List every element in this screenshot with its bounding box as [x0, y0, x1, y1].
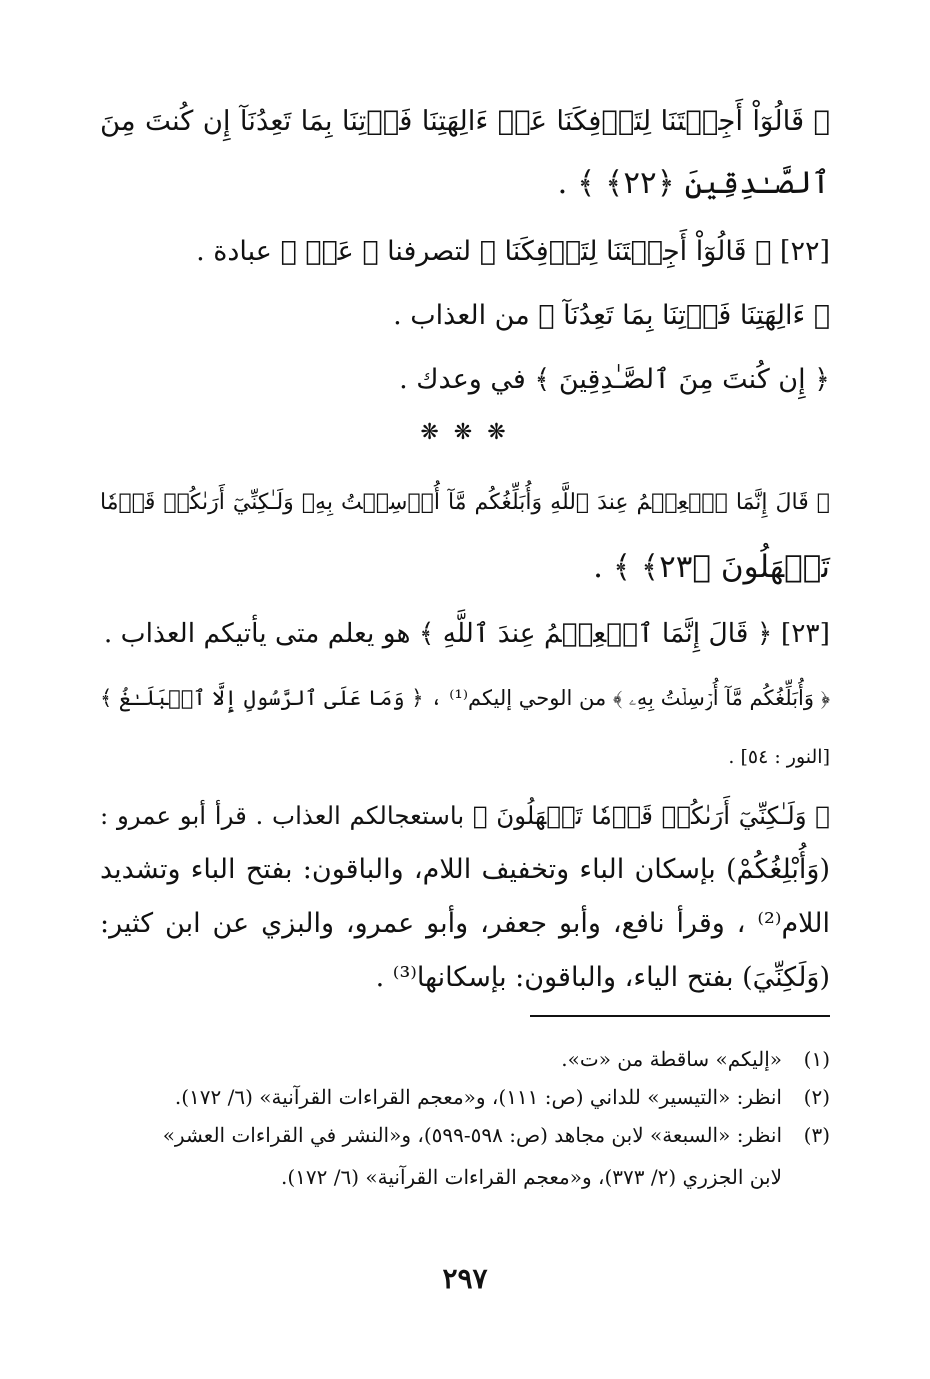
footnote-text: انظر: «التيسير» للداني (ص: ١١١)، و«معجم القراءات القرآنية» (٦/ ١٧٢).	[174, 1085, 782, 1109]
footnote-divider	[530, 1015, 830, 1017]
commentary-22-line-1: [٢٢] ﴿ قَالُوٓاْ أَجِئۡتَنَا لِتَأۡفِكَنَا ﴾ لتصرفنا ﴿ عَنۡ ﴾ عبادة .	[196, 236, 830, 267]
commentary-23-surah-reference: [النور : ٥٤] .	[728, 746, 830, 768]
footnote-number: (٣)	[803, 1123, 830, 1147]
commentary-23-line-5: (وَأُبْلِغُكُمْ) بإسكان الباء وتخفيف اللام، والباقون: بفتح الباء وتشديد	[100, 854, 830, 885]
footnote-text: انظر: «السبعة» لابن مجاهد (ص: ٥٩٨-٥٩٩)، و«النشر في القراءات العشر»	[162, 1123, 782, 1147]
commentary-22-line-3: ﴿ إِن كُنتَ مِنَ ٱلصَّـٰدِقِينَ ﴾ في وعدك .	[399, 364, 830, 395]
footnote-2	[175, 1080, 830, 1114]
commentary-23-line-1: [٢٣] ﴿ قَالَ إِنَّمَا ٱلۡعِلۡمُ عِندَ ٱللَّهِ ﴾ هو يعلم متى يأتيكم العذاب .	[103, 618, 830, 649]
footnote-1	[561, 1042, 830, 1076]
footnote-3	[163, 1118, 830, 1152]
commentary-23-line-6: اللام⁽²⁾ ، وقرأ نافع، وأبو جعفر، وأبو عمرو، والبزي عن ابن كثير:	[100, 908, 830, 939]
commentary-23-line-4: ﴿ وَلَـٰكِنِّيٓ أَرَىٰكُمۡ قَوۡمٗا تَجۡهَلُونَ ﴾ باستعجالكم العذاب . قرأ أبو عمرو :	[100, 801, 830, 830]
footnote-text: لابن الجزري (٢/ ٣٧٣)، و«معجم القراءات القرآنية» (٦/ ١٧٢).	[280, 1165, 782, 1189]
footnote-number: (٢)	[803, 1085, 830, 1109]
verse-22-line-2: ٱلصَّـٰدِقِينَ ﴿٢٢﴾ ﴾ .	[557, 165, 830, 201]
commentary-23-line-7: (وَلَكِنِّيَ) بفتح الياء، والباقون: بإسكانها⁽³⁾ .	[375, 962, 830, 993]
page-number: ٢٩٧	[442, 1262, 488, 1295]
commentary-23-line-2: ﴿ وَأُبَلِّغُكُم مَّآ أُرۡسِلۡتُ بِهِۦ ﴾ من الوحي إليكم⁽¹⁾ ، ﴿ وَمَا عَلَى ٱلرَّسُولِ إِلَّا ٱلۡبَلَـٰغُ ﴾	[99, 686, 830, 710]
footnote-text: «إليكم» ساقطة من «ت».	[561, 1047, 782, 1071]
footnote-number: (١)	[803, 1047, 830, 1071]
verse-22-line-1: ﴿ قَالُوٓاْ أَجِئۡتَنَا لِتَأۡفِكَنَا عَنۡ ءَالِهَتِنَا فَأۡتِنَا بِمَا تَعِدُنَآ إِن كُنتَ مِنَ	[100, 105, 830, 137]
section-separator: ❋ ❋ ❋	[420, 420, 510, 445]
verse-23-line-2: تَجۡهَلُونَ ﴿٢٣﴾ ﴾ .	[593, 549, 830, 585]
commentary-22-line-2: ﴿ ءَالِهَتِنَا فَأۡتِنَا بِمَا تَعِدُنَآ ﴾ من العذاب .	[393, 300, 830, 331]
footnote-3-continuation	[281, 1160, 830, 1194]
verse-23-line-1: ﴿ قَالَ إِنَّمَا ٱلۡعِلۡمُ عِندَ ٱللَّهِ وَأُبَلِّغُكُم مَّآ أُرۡسِلۡتُ بِهِۦ وَلَـٰكِنِّيٓ أَرَىٰكُمۡ قَوۡمٗا	[100, 490, 830, 515]
